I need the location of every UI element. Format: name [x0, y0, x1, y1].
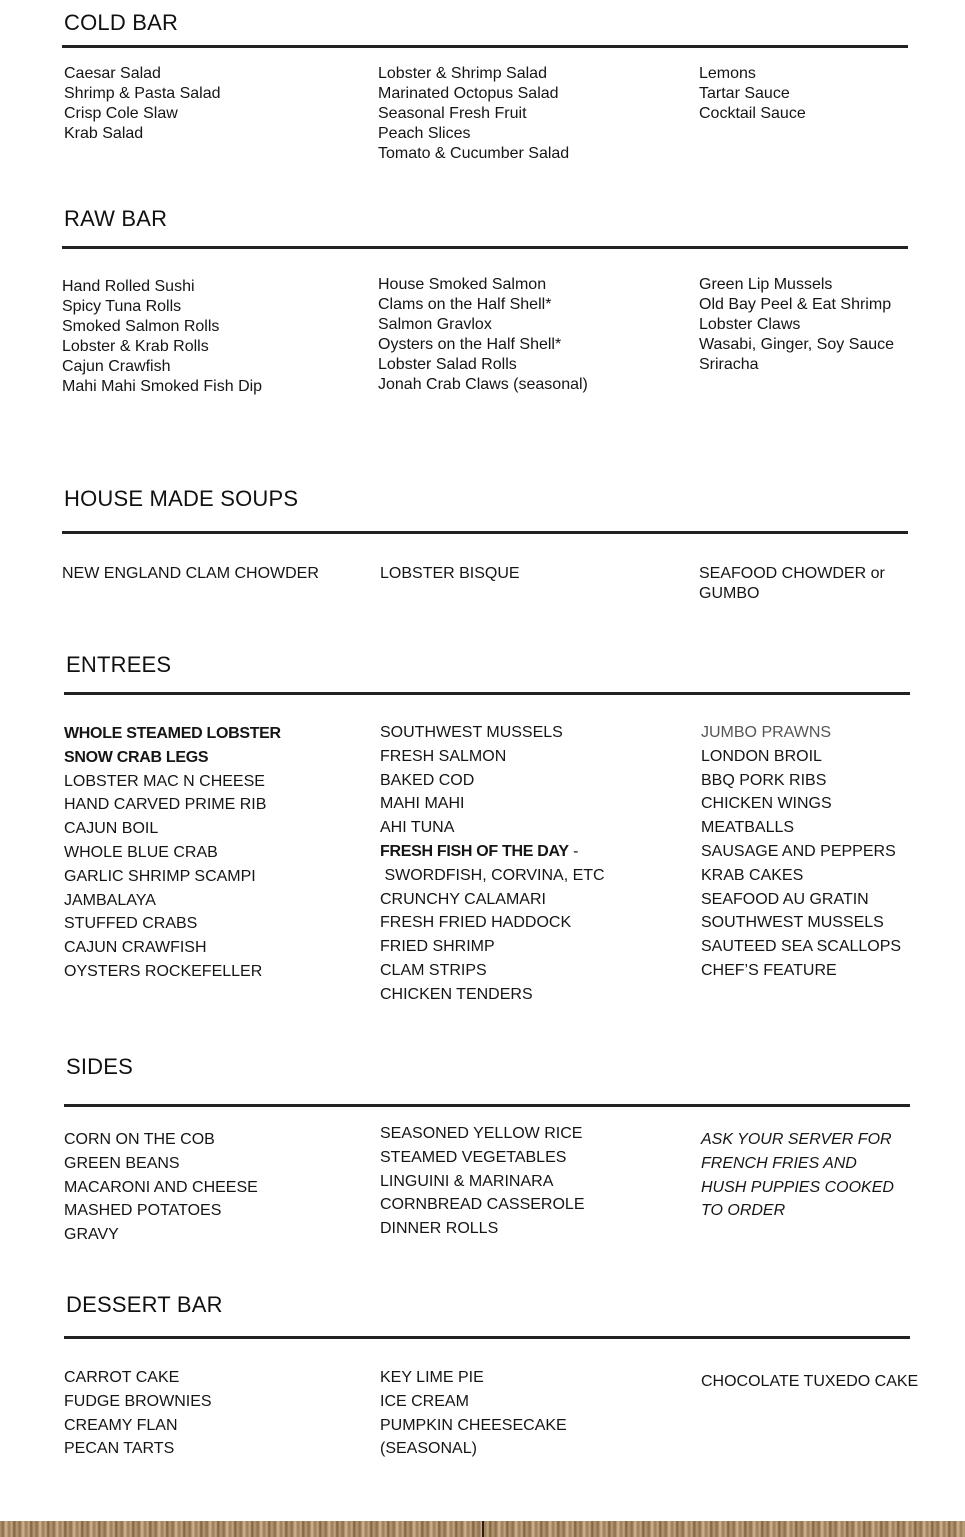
- menu-item: Sriracha: [699, 356, 759, 373]
- menu-item: STUFFED CRABS: [64, 915, 198, 933]
- menu-item: Cajun Crawfish: [62, 358, 171, 375]
- raw-bar-column-2: [378, 275, 588, 395]
- menu-item: CORN ON THE COB: [64, 1131, 215, 1148]
- menu-item: MEATBALLS: [701, 819, 795, 837]
- menu-item: House Smoked Salmon: [378, 276, 547, 293]
- menu-item: Lobster & Shrimp Salad: [378, 65, 547, 82]
- menu-item: CRUNCHY CALAMARI: [380, 890, 546, 908]
- menu-item: Clams on the Half Shell*: [378, 296, 552, 313]
- menu-item: SOUTHWEST MUSSELS: [380, 724, 563, 741]
- menu-item: CAJUN CRAWFISH: [64, 939, 207, 957]
- menu-item: GREEN BEANS: [64, 1154, 180, 1172]
- menu-item: Oysters on the Half Shell*: [378, 336, 562, 353]
- section-title-cold-bar: COLD BAR: [64, 10, 179, 35]
- menu-item: Lobster Claws: [699, 316, 801, 333]
- menu-item: Salmon Gravlox: [378, 316, 492, 333]
- menu-item: GRAVY: [64, 1226, 119, 1244]
- menu-item: Old Bay Peel & Eat Shrimp: [699, 296, 892, 313]
- menu-item: JAMBALAYA: [64, 891, 156, 909]
- section-divider: [62, 531, 908, 534]
- menu-item: Spicy Tuna Rolls: [62, 298, 182, 315]
- fish-of-the-day-label: FRESH FISH OF THE DAY: [380, 842, 569, 860]
- menu-item-fish-varieties: SWORDFISH, CORVINA, ETC: [380, 866, 605, 884]
- menu-item: (SEASONAL): [380, 1440, 477, 1458]
- menu-item: DINNER ROLLS: [380, 1220, 499, 1238]
- server-note-line: TO ORDER: [701, 1202, 786, 1220]
- section-title-raw-bar: RAW BAR: [64, 206, 168, 231]
- menu-item: Lobster Salad Rolls: [378, 356, 517, 373]
- menu-item: Mahi Mahi Smoked Fish Dip: [62, 378, 263, 395]
- menu-item: CHICKEN TENDERS: [380, 985, 533, 1003]
- section-divider: [62, 246, 908, 249]
- menu-item: PECAN TARTS: [64, 1440, 175, 1458]
- menu-item: MASHED POTATOES: [64, 1202, 222, 1220]
- menu-item: Lobster & Krab Rolls: [62, 338, 209, 355]
- menu-item: HAND CARVED PRIME RIB: [64, 796, 267, 814]
- menu-item: LOBSTER MAC N CHEESE: [64, 772, 265, 790]
- menu-item: MACARONI AND CHEESE: [64, 1178, 258, 1196]
- raw-bar-column-3: [699, 275, 894, 375]
- menu-item: GUMBO: [699, 585, 760, 602]
- dessert-column-2: [380, 1366, 567, 1461]
- menu-item: Seasonal Fresh Fruit: [378, 105, 527, 122]
- menu-item: Tomato & Cucumber Salad: [378, 145, 570, 162]
- menu-item: ICE CREAM: [380, 1392, 469, 1410]
- menu-item: PUMPKIN CHEESECAKE: [380, 1416, 567, 1434]
- menu-item: CAJUN BOIL: [64, 820, 159, 838]
- section-title-entrees: ENTREES: [66, 652, 172, 677]
- menu-item: CLAM STRIPS: [380, 961, 487, 979]
- menu-item: KRAB CAKES: [701, 866, 804, 884]
- entrees-column-3: [701, 721, 901, 983]
- soups-column-1: [62, 564, 319, 584]
- menu-item: FUDGE BROWNIES: [64, 1392, 212, 1410]
- menu-item: CHOCOLATE TUXEDO CAKE: [701, 1373, 919, 1390]
- menu-item: Hand Rolled Sushi: [62, 278, 195, 295]
- menu-item: CORNBREAD CASSEROLE: [380, 1196, 585, 1214]
- menu-item-fish-of-the-day: [380, 840, 605, 864]
- menu-item: Peach Slices: [378, 125, 471, 142]
- menu-item: LINGUINI & MARINARA: [380, 1172, 554, 1190]
- soups-column-2: [380, 564, 520, 584]
- menu-item: AHI TUNA: [380, 819, 455, 837]
- soups-column-3: [699, 564, 885, 604]
- dessert-column-1: [64, 1366, 212, 1461]
- footer-divider: [482, 1521, 484, 1537]
- cold-bar-column-1: [64, 64, 221, 144]
- cold-bar-column-2: [378, 64, 569, 164]
- wood-texture-footer: [0, 1521, 965, 1537]
- sides-column-3-note: [701, 1128, 894, 1223]
- menu-item: FRESH SALMON: [380, 747, 507, 765]
- menu-item: Marinated Octopus Salad: [378, 85, 559, 102]
- menu-item: SAUSAGE AND PEPPERS: [701, 842, 896, 860]
- section-divider: [64, 1104, 910, 1107]
- entrees-column-1: [64, 722, 281, 984]
- section-title-soups: HOUSE MADE SOUPS: [64, 486, 299, 511]
- server-note-line: ASK YOUR SERVER FOR: [701, 1131, 892, 1148]
- section-divider: [64, 692, 910, 695]
- section-title-sides: SIDES: [66, 1054, 134, 1079]
- menu-item: SEAFOOD AU GRATIN: [701, 890, 869, 908]
- menu-item: LOBSTER BISQUE: [380, 565, 520, 582]
- menu-item: MAHI MAHI: [380, 795, 465, 813]
- menu-item: SEAFOOD CHOWDER or: [699, 565, 885, 582]
- menu-item: Jonah Crab Claws (seasonal): [378, 376, 588, 393]
- menu-item: SAUTEED SEA SCALLOPS: [701, 938, 902, 956]
- menu-item: Krab Salad: [64, 125, 144, 142]
- menu-item: Cocktail Sauce: [699, 105, 806, 122]
- section-divider: [62, 45, 908, 48]
- entrees-column-2: [380, 721, 605, 1007]
- menu-item: Tartar Sauce: [699, 85, 790, 102]
- sides-column-2: [380, 1122, 585, 1241]
- menu-item: Wasabi, Ginger, Soy Sauce: [699, 336, 895, 353]
- menu-item: CHICKEN WINGS: [701, 795, 832, 813]
- dessert-column-3: [701, 1370, 918, 1394]
- menu-item: CREAMY FLAN: [64, 1416, 178, 1434]
- menu-item: FRIED SHRIMP: [380, 938, 495, 956]
- menu-item: CHEF’S FEATURE: [701, 961, 837, 979]
- server-note-line: HUSH PUPPIES COOKED: [701, 1178, 894, 1196]
- menu-item: LONDON BROIL: [701, 747, 822, 765]
- menu-item: NEW ENGLAND CLAM CHOWDER: [62, 565, 319, 582]
- menu-item: Caesar Salad: [64, 65, 161, 82]
- menu-item: GARLIC SHRIMP SCAMPI: [64, 867, 256, 885]
- menu-item: WHOLE STEAMED LOBSTER: [64, 725, 281, 742]
- menu-item: STEAMED VEGETABLES: [380, 1148, 567, 1166]
- menu-item: SEASONED YELLOW RICE: [380, 1125, 583, 1142]
- menu-item: Crisp Cole Slaw: [64, 105, 178, 122]
- menu-item: BAKED COD: [380, 771, 475, 789]
- cold-bar-column-3: [699, 64, 806, 124]
- menu-item: SOUTHWEST MUSSELS: [701, 914, 884, 932]
- section-divider: [64, 1336, 910, 1339]
- menu-item: CARROT CAKE: [64, 1369, 180, 1386]
- sides-column-1: [64, 1128, 258, 1247]
- menu-item: FRESH FRIED HADDOCK: [380, 914, 572, 932]
- menu-item: KEY LIME PIE: [380, 1369, 484, 1386]
- menu-item: BBQ PORK RIBS: [701, 771, 827, 789]
- menu-item: Green Lip Mussels: [699, 276, 833, 293]
- menu-item: WHOLE BLUE CRAB: [64, 843, 218, 861]
- menu-item: OYSTERS ROCKEFELLER: [64, 962, 263, 980]
- menu-item: Lemons: [699, 65, 756, 82]
- fish-of-the-day-dash: -: [568, 842, 579, 860]
- raw-bar-column-1: [62, 277, 262, 397]
- menu-item: Shrimp & Pasta Salad: [64, 85, 221, 102]
- menu-item: JUMBO PRAWNS: [701, 724, 832, 741]
- menu-item: SNOW CRAB LEGS: [64, 748, 209, 766]
- server-note-line: FRENCH FRIES AND: [701, 1154, 857, 1172]
- section-title-dessert-bar: DESSERT BAR: [66, 1292, 223, 1317]
- menu-item: Smoked Salmon Rolls: [62, 318, 220, 335]
